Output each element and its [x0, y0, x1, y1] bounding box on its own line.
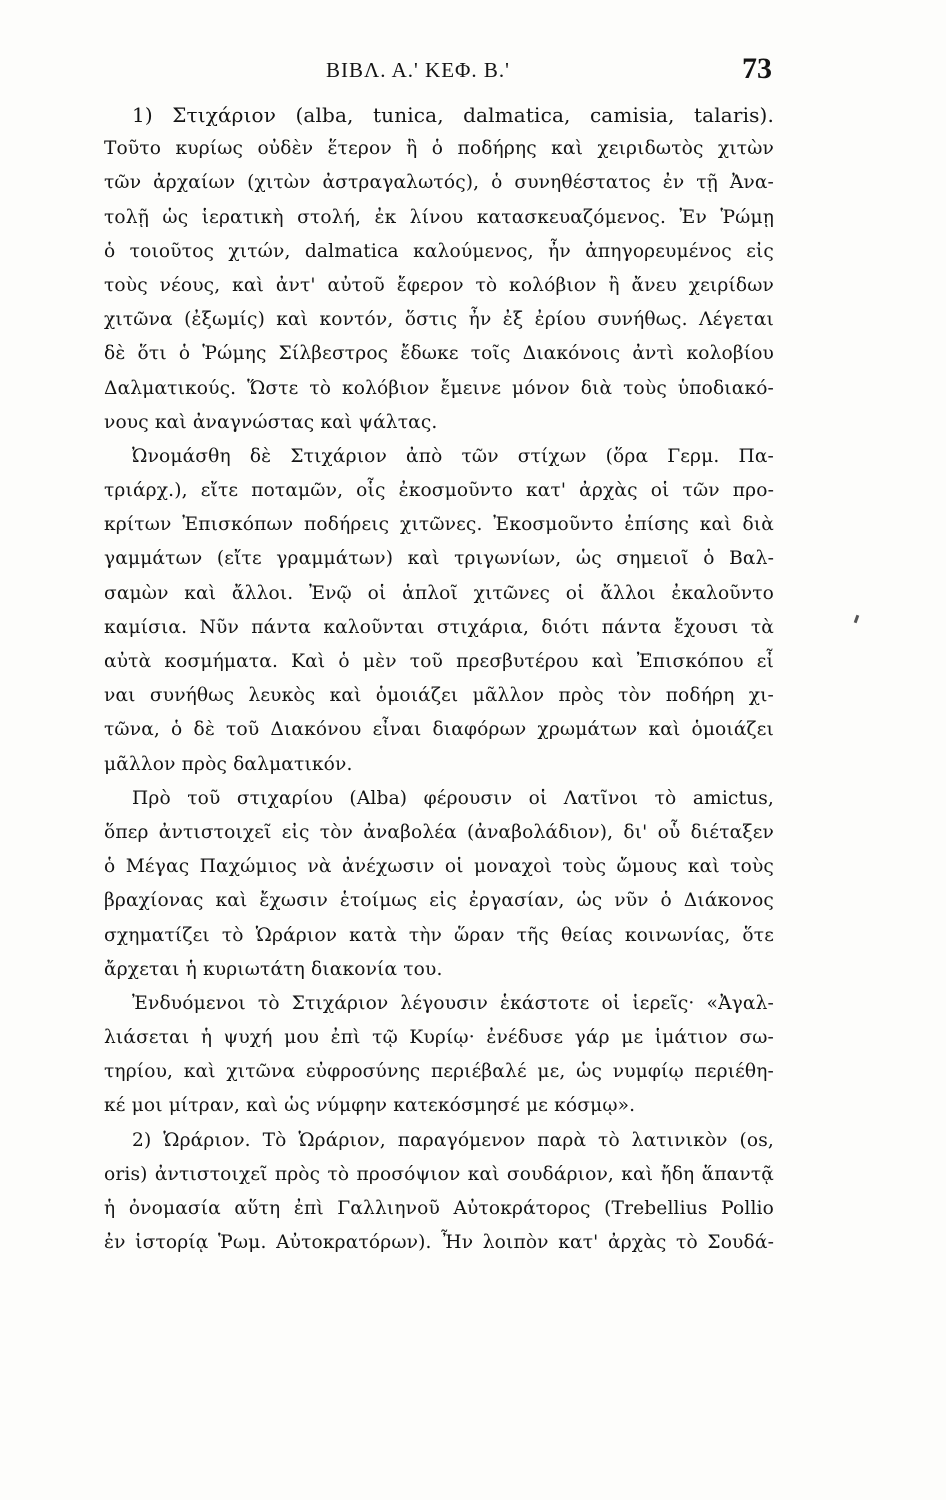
text-line: τολῇ ὡς ἱερατικὴ στολή, ἐκ λίνου κατασκευαζόμενος. Ἐν Ῥώμῃ	[104, 206, 774, 228]
text-line: Ὠνομάσθη δὲ Στιχάριον ἀπὸ τῶν στίχων (ὅρα Γερμ. Πα-	[132, 445, 774, 467]
text-line: λιάσεται ἡ ψυχή μου ἐπὶ τῷ Κυρίῳ· ἐνέδυσε γάρ με ἱμάτιον σω-	[104, 1027, 774, 1049]
text-line: ἡ ὀνομασία αὕτη ἐπὶ Γαλλιηνοῦ Αὐτοκράτορος (Trebellius Pollio	[104, 1198, 774, 1219]
text-line: μᾶλλον πρὸς δαλματικόν.	[104, 753, 353, 775]
body-text	[104, 98, 774, 1260]
text-line: 1) Στιχάριον (alba, tunica, dalmatica, camisia, talaris).	[132, 103, 774, 127]
text-line: ὁ τοιοῦτος χιτών, dalmatica καλούμενος, ἦν ἀπηγορευμένος εἰς	[104, 240, 774, 262]
text-line: νους καὶ ἀναγνώστας καὶ ψάλτας.	[104, 411, 438, 433]
text-line: 2) Ὡράριον. Τὸ Ὡράριον, παραγόμενον παρὰ τὸ λατινικὸν (os,	[132, 1129, 774, 1151]
text-line: ναι συνήθως λευκὸς καὶ ὁμοιάζει μᾶλλον πρὸς τὸν ποδήρη χι-	[104, 685, 774, 707]
text-line: τριάρχ.), εἴτε ποταμῶν, οἷς ἐκοσμοῦντο κατ' ἀρχὰς οἱ τῶν προ-	[104, 480, 774, 502]
scan-speck	[854, 615, 860, 624]
text-line: Δαλματικούς. Ὥστε τὸ κολόβιον ἔμεινε μόνον διὰ τοὺς ὑποδιακό-	[104, 377, 774, 399]
text-line: oris) ἀντιστοιχεῖ πρὸς τὸ προσόψιον καὶ σουδάριον, καὶ ἤδη ἅπαντᾷ	[104, 1163, 774, 1185]
text-line: βραχίονας καὶ ἔχωσιν ἑτοίμως εἰς ἐργασίαν, ὡς νῦν ὁ Διάκονος	[104, 890, 774, 912]
text-line: γαμμάτων (εἴτε γραμμάτων) καὶ τριγωνίων, ὡς σημειοῖ ὁ Βαλ-	[104, 548, 774, 570]
text-line: τοὺς νέους, καὶ ἀντ' αὐτοῦ ἔφερον τὸ κολόβιον ἢ ἄνευ χειρίδων	[104, 274, 774, 296]
text-line: σαμὼν καὶ ἄλλοι. Ἐνῷ οἱ ἁπλοῖ χιτῶνες οἱ ἄλλοι ἐκαλοῦντο	[104, 582, 774, 604]
text-line: σχηματίζει τὸ Ὡράριον κατὰ τὴν ὥραν τῆς θείας κοινωνίας, ὅτε	[104, 924, 774, 946]
text-line: κέ μοι μίτραν, καὶ ὡς νύμφην κατεκόσμησέ με κόσμῳ».	[104, 1095, 636, 1117]
text-line: χιτῶνα (ἐξωμίς) καὶ κοντόν, ὅστις ἦν ἐξ ἐρίου συνήθως. Λέγεται	[104, 309, 774, 331]
text-line: τηρίου, καὶ χιτῶνα εὐφροσύνης περιέβαλέ με, ὡς νυμφίῳ περιέθη-	[104, 1061, 774, 1083]
text-line: δὲ ὅτι ὁ Ῥώμης Σίλβεστρος ἔδωκε τοῖς Διακόνοις ἀντὶ κολοβίου	[104, 343, 774, 365]
text-line: ἐν ἱστορίᾳ Ῥωμ. Αὐτοκρατόρων). Ἦν λοιπὸν κατ' ἀρχὰς τὸ Σουδά-	[104, 1232, 774, 1254]
text-line: Ἐνδυόμενοι τὸ Στιχάριον λέγουσιν ἑκάστοτε οἱ ἱερεῖς· «Ἀγαλ-	[132, 992, 774, 1014]
text-line: τῶνα, ὁ δὲ τοῦ Διακόνου εἶναι διαφόρων χρωμάτων καὶ ὁμοιάζει	[104, 719, 774, 741]
text-line: ὁ Μέγας Παχώμιος νὰ ἀνέχωσιν οἱ μοναχοὶ τοὺς ὤμους καὶ τοὺς	[104, 856, 774, 878]
text-line: καμίσια. Νῦν πάντα καλοῦνται στιχάρια, διότι πάντα ἔχουσι τὰ	[104, 616, 774, 638]
page-number: 73	[742, 52, 772, 85]
text-line: αὐτὰ κοσμήματα. Καὶ ὁ μὲν τοῦ πρεσβυτέρου καὶ Ἐπισκόπου εἶ	[104, 651, 774, 672]
text-line: Πρὸ τοῦ στιχαρίου (Alba) φέρουσιν οἱ Λατῖνοι τὸ amictus,	[132, 787, 774, 809]
text-line: τῶν ἀρχαίων (χιτὼν ἀστραγαλωτός), ὁ συνηθέστατος ἐν τῇ Ἀνα-	[104, 172, 774, 194]
text-line: κρίτων Ἐπισκόπων ποδήρεις χιτῶνες. Ἐκοσμοῦντο ἐπίσης καὶ διὰ	[104, 514, 774, 536]
text-line: ἄρχεται ἡ κυριωτάτη διακονία του.	[104, 958, 443, 980]
running-title: ΒΙΒΛ. Α.' ΚΕΦ. Β.'	[326, 58, 510, 82]
running-head	[108, 52, 772, 92]
text-line: ὅπερ ἀντιστοιχεῖ εἰς τὸν ἀναβολέα (ἀναβολάδιον), δι' οὗ διέταξεν	[104, 821, 774, 843]
text-line: Τοῦτο κυρίως οὐδὲν ἕτερον ἢ ὁ ποδήρης καὶ χειριδωτὸς χιτὼν	[104, 138, 774, 160]
